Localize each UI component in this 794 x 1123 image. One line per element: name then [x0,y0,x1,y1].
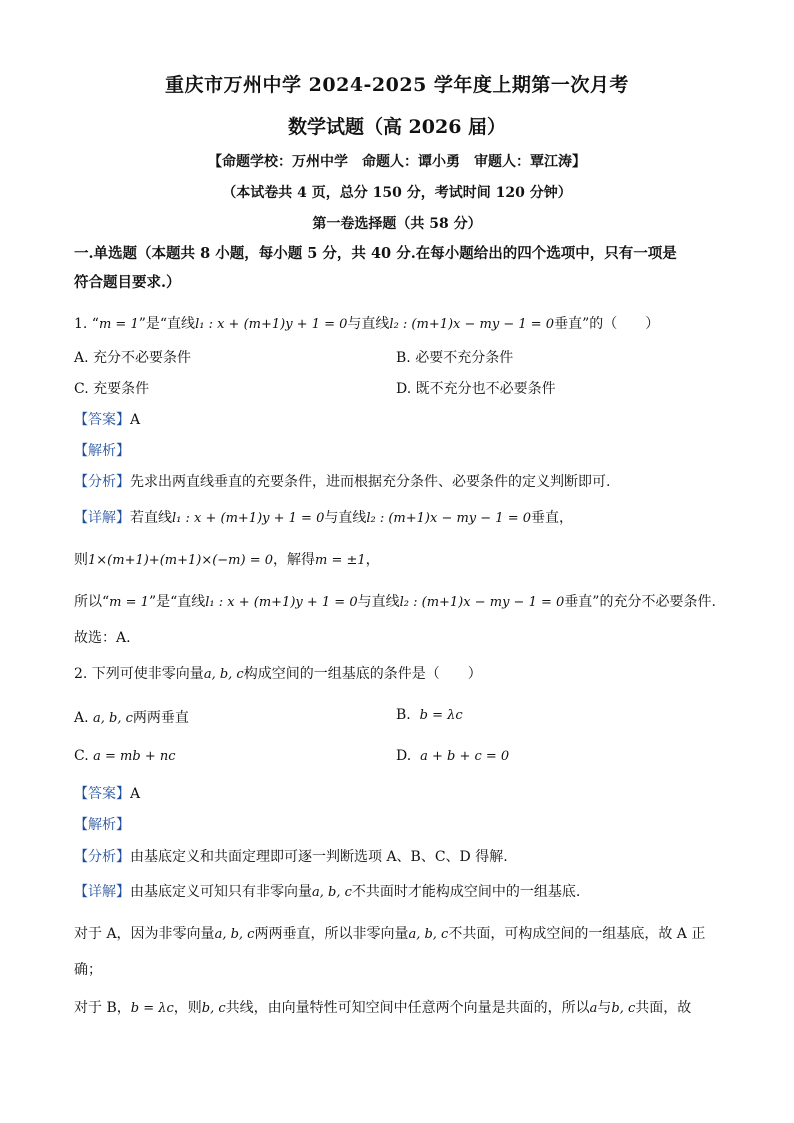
q2-option-a: A. a, b, c两两垂直 [74,710,189,726]
exam-authors: 【命题学校：万州中学 命题人：谭小勇 审题人：覃江涛】 [208,154,586,170]
q1-option-b: B. 必要不充分条件 [396,350,514,366]
q2-for-a-line1: 对于 A，因为非零向量a, b, c两两垂直，所以非零向量a, b, c不共面，可构成空间的一组基底，故 A 正 [74,926,706,942]
q1-answer-tag: 【答案】 [74,412,130,428]
part-title: 第一卷选择题（共 58 分） [312,216,482,232]
q1-option-a: A. 充分不必要条件 [74,350,192,366]
q1-prefix: 1. “ [74,316,99,332]
q2-for-a-line2: 确； [74,962,102,978]
q2-detail-tag: 【详解】 [74,884,130,900]
q1-fenxi-tag: 【分析】 [74,474,130,490]
q1-suffix: 垂直”的（ ） [554,316,660,332]
q1-conclusion-line: 所以“m = 1”是“直线l₁ : x + (m+1)y + 1 = 0与直线l₂ : (m+1)x − my − 1 = 0垂直”的充分不必要条件. [74,594,716,610]
q2-answer-tag: 【答案】 [74,786,130,802]
section-instructions-line2: 符合题目要求.） [74,274,181,291]
q1-detail-l1: l₁ : x + (m+1)y + 1 = 0 [172,511,325,526]
q2-answer-line [74,784,140,804]
q1-detail-line: 【详解】若直线l₁ : x + (m+1)y + 1 = 0与直线l₂ : (m+1)x − my − 1 = 0垂直， [74,510,574,526]
q1-choose: 故选：A. [74,630,131,646]
exam-title: 重庆市万州中学 2024-2025 学年度上期第一次月考 [165,74,629,96]
q1-solution: m = ±1 [315,553,366,568]
q2-vectors: a, b, c [203,667,244,682]
exam-subtitle: 数学试题（高 2026 届） [287,116,507,138]
q1-then-line: 则1×(m+1)+(m+1)×(−m) = 0，解得m = ±1， [74,552,380,568]
q2-option-b: B. b = λc [396,707,463,723]
q2-fenxi-tag: 【分析】 [74,849,130,865]
q1-mid1: ”是“直线 [138,316,196,332]
q1-detail-tag: 【详解】 [74,510,130,526]
q2-detail-line: 【详解】由基底定义可知只有非零向量a, b, c不共面时才能构成空间中的一组基底. [74,884,581,900]
q2-option-c: C. a = mb + nc [74,748,176,764]
q1-fenxi-text: 先求出两直线垂直的充要条件，进而根据充分条件、必要条件的定义判断即可. [130,474,611,490]
q1-answer: A [130,412,141,428]
q1-option-c: C. 充要条件 [74,381,150,397]
q2-analysis-tag: 【解析】 [74,817,130,833]
question-1-stem [74,314,659,335]
q1-equation: 1×(m+1)+(m+1)×(−m) = 0 [88,553,274,568]
q1-mid2: 与直线 [347,316,390,332]
question-2-stem: 2. 下列可使非零向量a, b, c构成空间的一组基底的条件是（ ） [74,666,482,682]
q1-line-l1: l₁ : x + (m+1)y + 1 = 0 [195,317,348,332]
exam-info: （本试卷共 4 页，总分 150 分，考试时间 120 分钟） [222,185,572,201]
q1-condition-m: m = 1 [98,317,139,332]
q2-option-d: D. a + b + c = 0 [396,748,510,764]
q1-fenxi-line [74,472,610,492]
q2-fenxi-line [74,847,508,867]
q1-detail-l2: l₂ : (m+1)x − my − 1 = 0 [366,511,532,526]
q2-answer: A [130,786,141,802]
q1-analysis-tag: 【解析】 [74,443,130,459]
section-instructions-line1: 一.单选题（本题共 8 小题，每小题 5 分，共 40 分.在每小题给出的四个选项中，只有一项是 [74,245,677,262]
q1-answer-line [74,410,140,430]
q2-for-b-line: 对于 B，b = λc，则b, c共线，由向量特性可知空间中任意两个向量是共面的，所以a与b, c共面，故 [74,1000,692,1016]
q1-option-d: D. 既不充分也不必要条件 [396,381,556,397]
q1-line-l2: l₂ : (m+1)x − my − 1 = 0 [389,317,555,332]
q2-fenxi-text: 由基底定义和共面定理即可逐一判断选项 A、B、C、D 得解. [130,849,508,865]
